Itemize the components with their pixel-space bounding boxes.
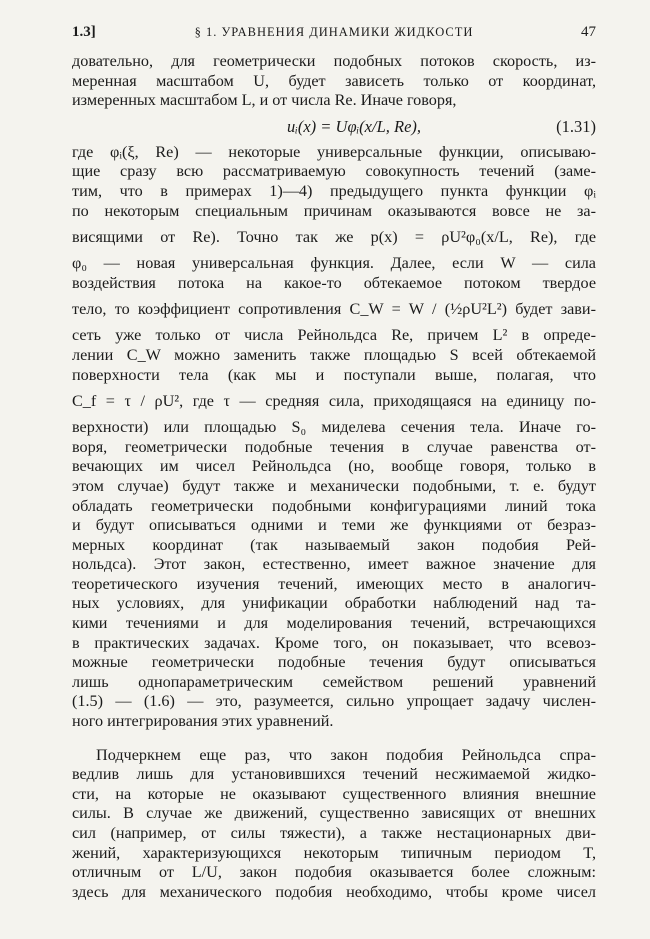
text-line: здесь для механического подобия необходимо, чтобы кроме чисел xyxy=(72,882,596,901)
page-body xyxy=(72,52,596,902)
text-line: воря, геометрически подобные течения в случае равенства от- xyxy=(72,437,596,456)
text-line: этом случае) будут также и механически подобными, т. е. будут xyxy=(72,476,596,495)
text-line: мерных координат (так называемый закон подобия Рей- xyxy=(72,535,596,554)
text-line: щие сразу всю рассматриваемую совокупность течений (заме- xyxy=(72,162,596,181)
text-line: Подчеркнем еще раз, что закон подобия Рейнольдса спра- xyxy=(96,745,596,764)
text-line: меренная масштабом U, будет зависеть только от координат, xyxy=(72,71,596,90)
text-line: висящими от Re). Точно так же p(x) = ρU²φ₀(x/L, Re), где xyxy=(72,228,596,247)
text-line: измеренных масштабом L, и от числа Re. Иначе говоря, xyxy=(72,91,457,110)
text-line: тело, то коэффициент сопротивления C_W = W / (½ρU²L²) будет зави- xyxy=(72,300,596,319)
text-line: (1.5) — (1.6) — это, разумеется, сильно упрощает задачу числен- xyxy=(72,692,596,711)
text-line: и будут описываться одними и теми же функциями от безраз- xyxy=(72,516,596,535)
text-line: воздействия потока на какое-то обтекаемое потоком твердое xyxy=(72,273,596,292)
text-line: сеть уже только от числа Рейнольдса Re, причем L² в опреде- xyxy=(72,326,596,345)
text-line: верхности) или площадью S₀ миделева сечения тела. Иначе го- xyxy=(72,418,596,437)
text-line: нольдса). Этот закон, естественно, имеет важное значение для xyxy=(72,555,596,574)
text-line: отличным от L/U, закон подобия оказывается более сложным: xyxy=(72,863,596,882)
text-line: силы. В случае же движений, существенно зависящих от внешних xyxy=(72,804,596,823)
text-line: в практических задачах. Кроме того, он показывает, что всевоз- xyxy=(72,633,596,652)
chapter-title: § 1. УРАВНЕНИЯ ДИНАМИКИ ЖИДКОСТИ xyxy=(194,25,474,39)
text-line: кими течениями и для моделирования течений, встречающихся xyxy=(72,614,596,633)
text-line: сил (например, от силы тяжести), а также нестационарных дви- xyxy=(72,824,596,842)
text-line: довательно, для геометрически подобных потоков скорость, из- xyxy=(72,52,596,70)
running-header xyxy=(72,24,596,46)
equation-formula: uᵢ(x) = Uφᵢ(x/L, Re), xyxy=(286,116,422,136)
text-line: по некоторым специальным причинам оказываются вовсе не за- xyxy=(72,201,596,220)
text-line: жений, характеризующихся некоторым типичным периодом T, xyxy=(72,843,596,862)
text-line: вечающих им чисел Рейнольдса (но, вообще говоря, только в xyxy=(72,457,596,476)
text-line: φ₀ — новая универсальная функция. Далее, если W — сила xyxy=(72,254,596,273)
section-marker: 1.3] xyxy=(72,24,96,40)
text-line: ных условиях, для унификации обработки наблюдений над та- xyxy=(72,594,596,613)
paragraph-gap xyxy=(72,732,596,746)
text-line: C_f = τ / ρU², где τ — средняя сила, приходящаяся на единицу по- xyxy=(72,392,596,411)
text-line: лении C_W можно заменить также площадью S всей обтекаемой xyxy=(72,345,596,364)
text-line: обладать геометрически подобными конфигурациями линий тока xyxy=(72,496,596,515)
text-line: лишь однопараметрическим семейством решений уравнений xyxy=(72,672,596,691)
text-line: можные геометрически подобные течения будут описываться xyxy=(72,653,596,672)
equation-1-31 xyxy=(72,111,596,143)
text-line: где φᵢ(ξ, Re) — некоторые универсальные функции, описываю- xyxy=(72,142,596,161)
text-line: теоретического изучения течений, имеющих место в аналогич- xyxy=(72,574,596,593)
equation-number: (1.31) xyxy=(556,116,596,136)
page-number: 47 xyxy=(581,24,596,40)
text-line: тим, что в примерах 1)—4) предыдущего пункта функции φᵢ xyxy=(72,181,596,200)
text-line: ного интегрирования этих уравнений. xyxy=(72,712,334,731)
text-line: ведлив лишь для установившихся течений несжимаемой жидко- xyxy=(72,765,596,784)
text-line: поверхности тела (как мы и поступали выше, полагая, что xyxy=(72,365,596,384)
text-line: сти, на которые не оказывают существенного влияния внешние xyxy=(72,784,596,803)
